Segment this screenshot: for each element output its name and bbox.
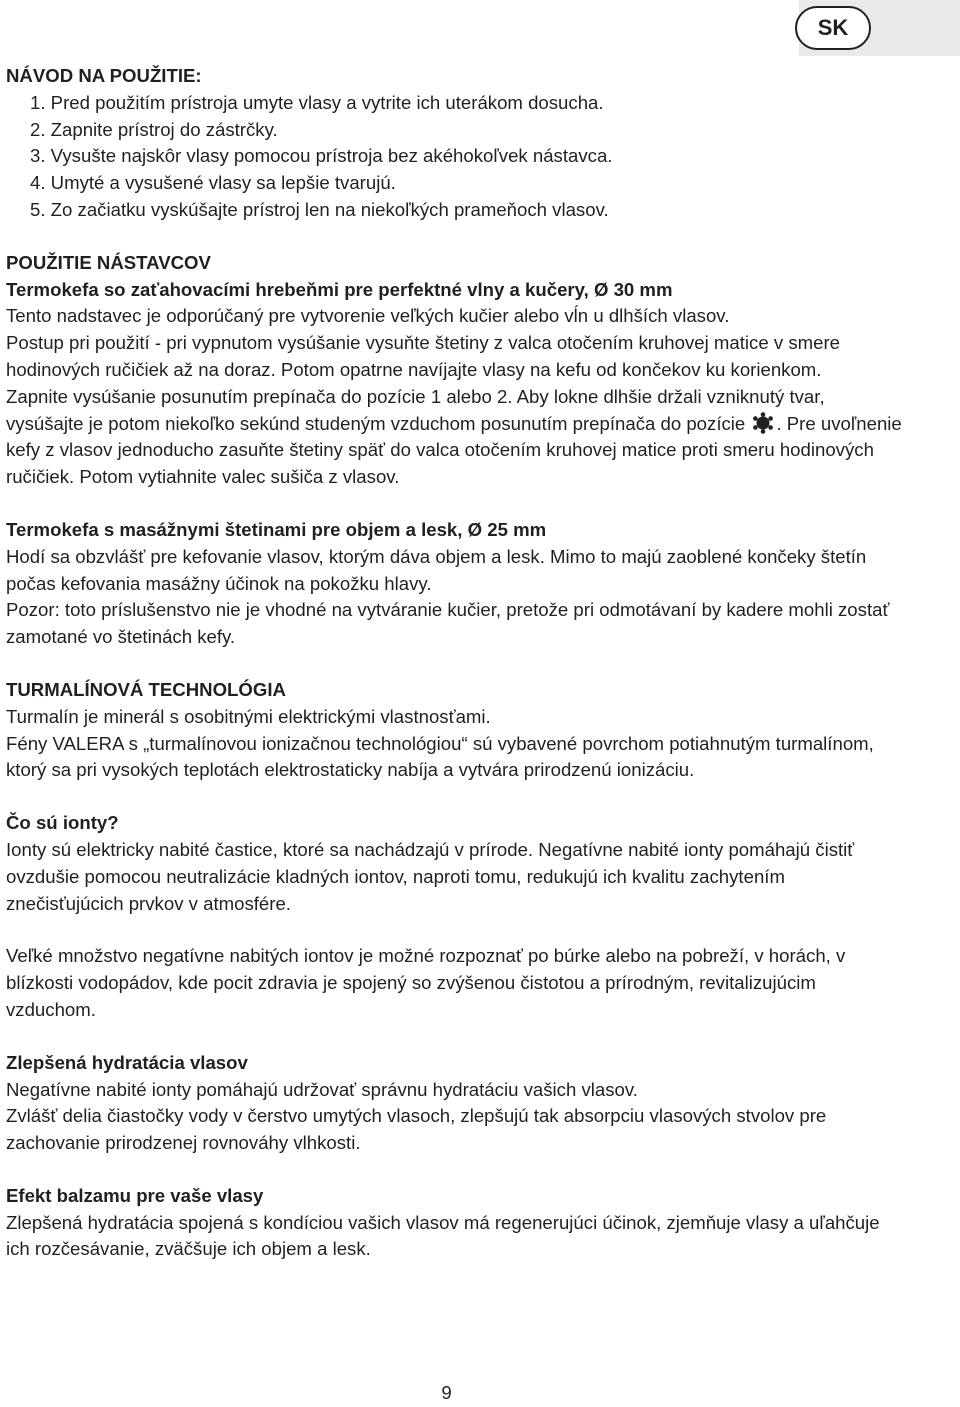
spacer <box>6 491 906 517</box>
attachments-heading: POUŽITIE NÁSTAVCOV <box>6 251 211 273</box>
massage-brush-paragraph: Pozor: toto príslušenstvo nie je vhodné na vytváranie kučier, pretože pri odmotávaní by kadere mohli zostať zamotané vo štetinách kefy. <box>6 599 890 648</box>
spacer <box>6 224 906 250</box>
massage-brush-paragraph: Hodí sa obzvlášť pre kefovanie vlasov, ktorým dáva objem a lesk. Mimo to majú zaoblené končeky štetín počas kefovania masážny účinok na pokožku hlavy. <box>6 545 867 594</box>
curl-brush-paragraph: Tento nadstavec je odporúčaný pre vytvorenie veľkých kučier alebo vĺn u dlhších vlasov. <box>6 305 730 327</box>
spacer <box>6 784 906 810</box>
list-item: 1. Pred použitím prístroja umyte vlasy a vytrite ich uterákom dosucha. <box>30 91 604 113</box>
ions-heading: Čo sú ionty? <box>6 812 119 834</box>
list-item: 2. Zapnite prístroj do zástrčky. <box>30 118 278 140</box>
spacer <box>6 917 906 943</box>
snowflake-icon <box>751 412 775 434</box>
language-badge: SK <box>795 6 871 50</box>
tourmaline-heading: TURMALÍNOVÁ TECHNOLÓGIA <box>6 678 286 700</box>
instructions-heading: NÁVOD NA POUŽITIE: <box>6 65 202 86</box>
curl-brush-title: Termokefa so zaťahovacími hrebeňmi pre perfektné vlny a kučery, Ø 30 mm <box>6 278 673 300</box>
spacer <box>6 1157 906 1183</box>
hydration-heading: Zlepšená hydratácia vlasov <box>6 1051 248 1073</box>
spacer <box>6 651 906 677</box>
list-item: 4. Umyté a vysušené vlasy sa lepšie tvarujú. <box>30 172 396 194</box>
curl-brush-paragraph <box>6 384 906 491</box>
curl-brush-text: Zapnite vysúšanie posunutím prepínača do pozície 1 alebo 2. Aby lokne dlhšie držali vzniknutý tvar, vysúšajte je potom niekoľko sekúnd studeným vzduchom posunutím prepínača do pozície <box>6 385 825 434</box>
tourmaline-paragraph: Turmalín je minerál s osobitnými elektrickými vlastnosťami. <box>6 705 491 727</box>
balm-paragraph: Zlepšená hydratácia spojená s kondíciou vašich vlasov má regenerujúci účinok, zjemňuje vlasy a uľahčuje ich rozčesávanie, zväčšuje ich objem a lesk. <box>6 1211 880 1260</box>
tourmaline-paragraph: Fény VALERA s „turmalínovou ionizačnou technológiou“ sú vybavené povrchom potiahnutým turmalínom, ktorý sa pri vysokých teplotách elektrostaticky nabíja a vytvára prirodzenú ionizáciu. <box>6 732 874 781</box>
hydration-paragraph: Negatívne nabité ionty pomáhajú udržovať správnu hydratáciu vašich vlasov. <box>6 1078 638 1100</box>
list-item: 5. Zo začiatku vyskúšajte prístroj len na niekoľkých prameňoch vlasov. <box>30 198 609 220</box>
spacer <box>6 1024 906 1050</box>
manual-page-content <box>6 63 906 1263</box>
massage-brush-title: Termokefa s masážnymi štetinami pre objem a lesk, Ø 25 mm <box>6 518 547 540</box>
list-item: 3. Vysušte najskôr vlasy pomocou prístroja bez akéhokoľvek nástavca. <box>30 145 613 167</box>
ions-paragraph: Ionty sú elektricky nabité častice, ktoré sa nachádzajú v prírode. Negatívne nabité ionty pomáhajú čistiť ovzdušie pomocou neutralizácie kladných iontov, naproti tomu, redukujú ich kvalitu zachytením znečisťujúcich prvkov v atmosfére. <box>6 838 855 914</box>
page-number: 9 <box>441 1382 452 1403</box>
balm-heading: Efekt balzamu pre vaše vlasy <box>6 1184 264 1206</box>
curl-brush-paragraph: Postup pri použití - pri vypnutom vysúšanie vysuňte štetiny z valca otočením kruhovej matice v smere hodinových ručičiek až na doraz. Potom opatrne navíjajte vlasy na kefu od končekov ku korienkom. <box>6 332 840 380</box>
instructions-list <box>6 90 906 224</box>
ions-paragraph: Veľké množstvo negatívne nabitých iontov je možné rozpoznať po búrke alebo na pobreží, v horách, v blízkosti vodopádov, kde pocit zdravia je spojený so zvýšenou čistotou a prírodným, revitalizujúcim vzduchom. <box>6 945 846 1020</box>
curl-brush-text: . Pre uvoľnenie kefy z vlasov jednoducho zasuňte štetiny späť do valca otočením kruhovej matice proti smeru hodinových ručičiek. Potom vytiahnite valec sušiča z vlasov. <box>6 412 902 488</box>
hydration-paragraph: Zvlášť delia čiastočky vody v čerstvo umytých vlasoch, zlepšujú tak absorpciu vlasových stvolov pre zachovanie prirodzenej rovnováhy vlhkosti. <box>6 1105 827 1154</box>
